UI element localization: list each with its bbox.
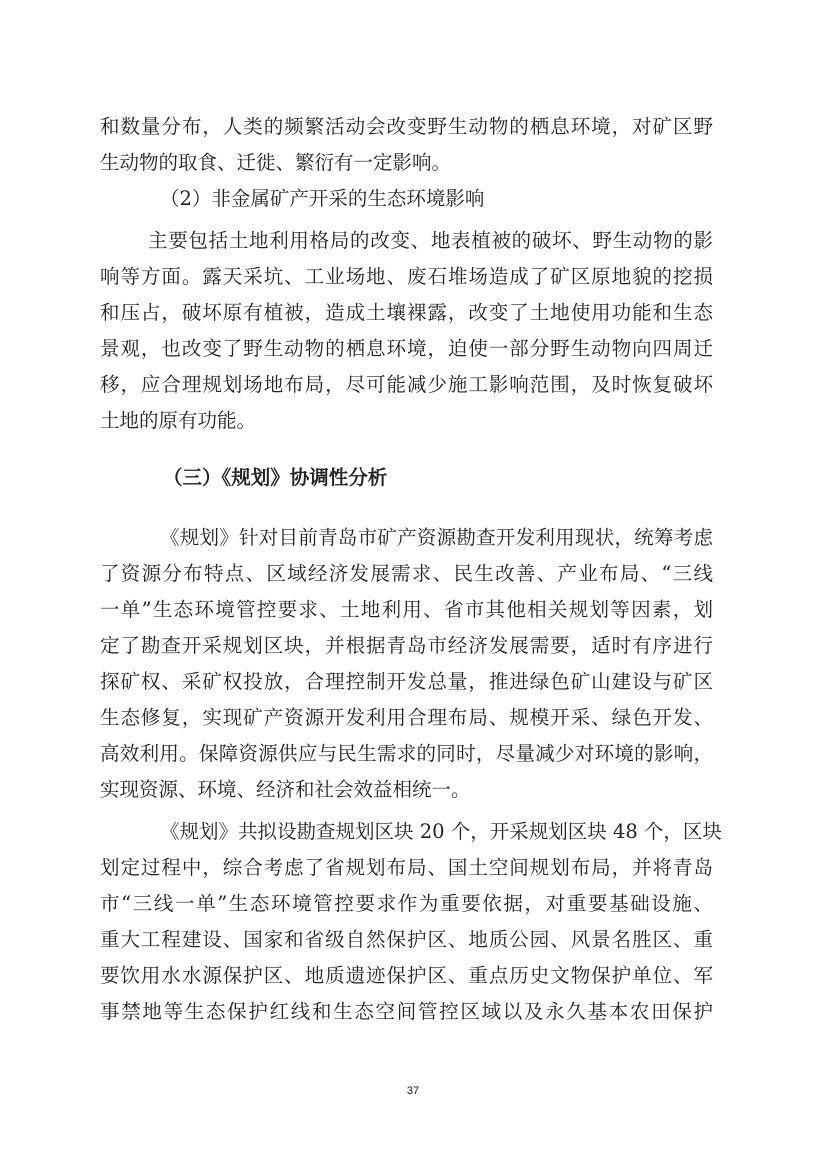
- text-line: 市“三线一单”生态环境管控要求作为重要依据，对重要基础设施、: [100, 892, 713, 915]
- text-line: 响等方面。露天采坑、工业场地、废石堆场造成了矿区原地貌的挖损: [100, 265, 713, 288]
- subsection-title: （2）非金属矿产开采的生态环境影响: [160, 187, 485, 210]
- text-line: 划定过程中，综合考虑了省规划布局、国土空间规划布局，并将青岛: [100, 856, 713, 879]
- text-line: 和压占，破坏原有植被，造成土壤裸露，改变了土地使用功能和生态: [100, 301, 713, 324]
- section-heading: （三）《规划》协调性分析: [163, 466, 388, 489]
- text-line: 生态修复，实现矿产资源开发利用合理布局、规模开采、绿色开发、: [100, 706, 713, 729]
- text-line: 了资源分布特点、区域经济发展需求、民生改善、产业布局、“三线: [100, 562, 713, 585]
- text-line: 《规划》共拟设勘查规划区块 20 个，开采规划区块 48 个，区块: [160, 820, 722, 843]
- text-line: 主要包括土地利用格局的改变、地表植被的破坏、野生动物的影: [148, 229, 713, 252]
- text-line: 要饮用水水源保护区、地质遗迹保护区、重点历史文物保护单位、军: [100, 964, 713, 987]
- text-line: 高效利用。保障资源供应与民生需求的同时，尽量减少对环境的影响，: [100, 742, 713, 765]
- text-line: 生动物的取食、迁徙、繁衍有一定影响。: [100, 151, 452, 174]
- text-line: 定了勘查开采规划区块，并根据青岛市经济发展需要，适时有序进行: [100, 634, 713, 657]
- text-line: 移，应合理规划场地布局，尽可能减少施工影响范围，及时恢复破坏: [100, 373, 713, 396]
- text-line: 实现资源、环境、经济和社会效益相统一。: [100, 778, 471, 801]
- text-line: 一单”生态环境管控要求、土地利用、省市其他相关规划等因素，划: [100, 598, 713, 621]
- text-line: 探矿权、采矿权投放，合理控制开发总量，推进绿色矿山建设与矿区: [100, 670, 713, 693]
- page-number: 37: [406, 1085, 420, 1097]
- text-line: 《规划》针对目前青岛市矿产资源勘查开发利用现状，统筹考虑: [160, 526, 713, 549]
- text-line: 重大工程建设、国家和省级自然保护区、地质公园、风景名胜区、重: [100, 928, 713, 951]
- text-line: 土地的原有功能。: [100, 409, 257, 432]
- text-line: 和数量分布，人类的频繁活动会改变野生动物的栖息环境，对矿区野: [100, 115, 713, 138]
- text-line: 事禁地等生态保护红线和生态空间管控区域以及永久基本农田保护: [100, 1000, 713, 1023]
- text-line: 景观，也改变了野生动物的栖息环境，迫使一部分野生动物向四周迁: [100, 337, 713, 360]
